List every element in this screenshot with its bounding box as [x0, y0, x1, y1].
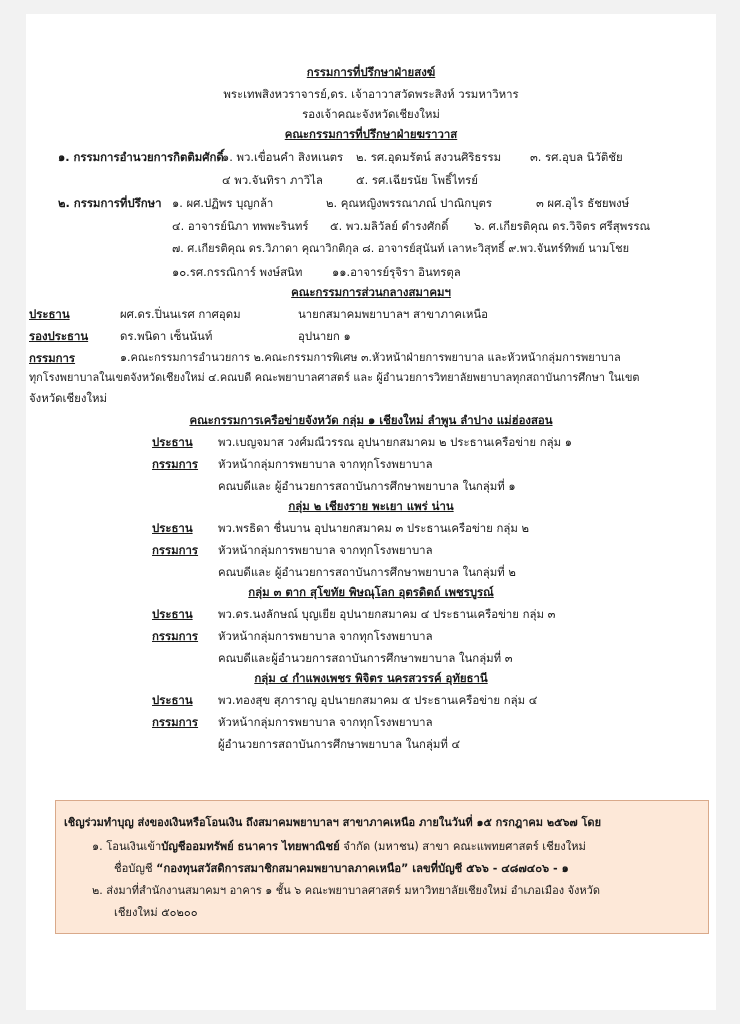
donation-account-label: ชื่อบัญชี: [114, 862, 157, 875]
advisor-member: ๑. ผศ.ปฏิพร บุญกล้า: [172, 196, 274, 210]
central-committee-label: กรรมการ: [29, 351, 76, 365]
group-4-committee-label: กรรมการ: [152, 715, 199, 729]
group-2-committee: หัวหน้ากลุ่มการพยาบาล จากทุกโรงพยาบาล: [218, 543, 433, 557]
donation-account-name: “กองทุนสวัสดิการสมาชิกสมาคมพยาบาลภาคเหนือ” เลขที่บัญชี ๕๖๖ - ๔๘๗๔๐๖ - ๑: [156, 862, 569, 875]
central-committee-text: ทุกโรงพยาบาลในเขตจังหวัดเชียงใหม่ ๔.คณบดี คณะพยาบาลศาสตร์ และ ผู้อำนวยการวิทยาลัยพยาบาลทุกสถาบันการศึกษา ในเขต: [29, 371, 640, 384]
group-4-chair-label: ประธาน: [152, 693, 193, 707]
lay-advisors-heading: คณะกรรมการที่ปรึกษาฝ่ายฆราวาส: [284, 127, 458, 141]
sangha-advisor-title: รองเจ้าคณะจังหวัดเชียงใหม่: [302, 107, 440, 121]
group-2-chair: พว.พรธิดา ชื่นบาน อุปนายกสมาคม ๓ ประธานเครือข่าย กลุ่ม ๒: [218, 521, 529, 535]
donation-item-1: [92, 839, 586, 855]
advisor-member-row: ๗. ศ.เกียรติคุณ ดร.วิภาดา คุณาวิกติกุล ๘. อาจารย์สุนันท์ เลาหะวิสุทธิ์ ๙.พว.จันทร์ทิพย์ นามโชย: [172, 242, 630, 255]
advisor-member: ๔. อาจารย์นิภา ทพพะรินทร์: [172, 219, 309, 233]
advisor-member: ๖. ศ.เกียรติคุณ ดร.วิจิตร ศรีสุพรรณ: [474, 219, 651, 233]
group-1-chair: พว.เบญจมาส วงศ์มณีวรรณ อุปนายกสมาคม ๒ ประธานเครือข่าย กลุ่ม ๑: [218, 435, 572, 449]
group-1-committee-label: กรรมการ: [152, 457, 199, 471]
advisor-member: ๕. พว.มลิวัลย์ ดำรงศักดิ์: [330, 219, 449, 233]
central-vice-chair-role: อุปนายก ๑: [298, 329, 351, 343]
honorary-member: ๒. รศ.อุดมรัตน์ สงวนศิริธรรม: [356, 150, 502, 164]
donation-item-1-branch: จำกัด (มหาชน) สาขา คณะแพทยศาสตร์ เชียงใหม่: [339, 840, 586, 853]
donation-item-2-postcode: เชียงใหม่ ๕๐๒๐๐: [114, 906, 198, 919]
network-group-1-heading: คณะกรรมการเครือข่ายจังหวัด กลุ่ม ๑ เชียงใหม่ ลำพูน ลำปาง แม่ฮ่องสอน: [189, 413, 553, 427]
donation-info-box: [55, 800, 709, 934]
group-2-chair-label: ประธาน: [152, 521, 193, 535]
sangha-advisor-name: พระเทพสิงหวราจารย์,ดร. เจ้าอาวาสวัดพระสิงห์ วรมหาวิหาร: [223, 87, 519, 101]
network-group-4-heading: กลุ่ม ๔ กำแพงเพชร พิจิตร นครสวรรค์ อุทัยธานี: [254, 671, 488, 685]
donation-intro: เชิญร่วมทำบุญ ส่งของเงินหรือโอนเงิน ถึงสมาคมพยาบาลฯ สาขาภาคเหนือ ภายในวันที่ ๑๕ กรกฎาคม ๒๕๖๗ โดย: [64, 816, 602, 829]
central-vice-chair-label: รองประธาน: [29, 329, 89, 343]
honorary-member: ๑. พว.เขื่อนคำ สิงหเนตร: [222, 150, 344, 164]
document-page: [26, 14, 716, 1010]
honorary-committee-label: ๑. กรรมการอำนวยการกิตติมศักดิ์: [58, 150, 224, 164]
honorary-member: ๔ พว.จันทิรา ภาวิไล: [222, 173, 323, 187]
group-3-chair-label: ประธาน: [152, 607, 193, 621]
advisor-member: ๓ ผศ.อุไร ธัชยพงษ์: [536, 196, 630, 210]
advisor-member: ๑๑.อาจารย์รุจิรา อินทรตุล: [332, 265, 461, 279]
central-committee-text: จังหวัดเชียงใหม่: [29, 391, 107, 405]
group-4-chair: พว.ทองสุข สุภาราญ อุปนายกสมาคม ๕ ประธานเครือข่าย กลุ่ม ๔: [218, 693, 538, 707]
sangha-advisors-heading: กรรมการที่ปรึกษาฝ่ายสงฆ์: [306, 65, 436, 79]
advisor-member: ๑๐.รศ.กรรณิการ์ พงษ์สนิท: [172, 265, 303, 279]
donation-item-2: ๒. ส่งมาที่สำนักงานสมาคมฯ อาคาร ๑ ชั้น ๖ คณะพยาบาลศาสตร์ มหาวิทยาลัยเชียงใหม่ อำเภอเมือง จังหวัด: [92, 884, 600, 897]
central-committee-heading: คณะกรรมการส่วนกลางสมาคมฯ: [291, 285, 451, 299]
group-4-committee: หัวหน้ากลุ่มการพยาบาล จากทุกโรงพยาบาล: [218, 715, 433, 729]
advisor-member: ๒. คุณหญิงพรรณาภณ์ ปาณิกบุตร: [326, 196, 492, 210]
central-chair-name: ผศ.ดร.ปิ่นนเรศ กาศอุดม: [120, 307, 241, 321]
group-3-chair: พว.ดร.นงลักษณ์ บุญเยีย อุปนายกสมาคม ๔ ประธานเครือข่าย กลุ่ม ๓: [218, 607, 556, 621]
group-2-committee: คณบดีและ ผู้อำนวยการสถาบันการศึกษาพยาบาล ในกลุ่มที่ ๒: [218, 565, 516, 579]
central-vice-chair-name: ดร.พนิดา เซ็นนันท์: [120, 329, 213, 343]
honorary-member: ๓. รศ.อุบล นิวัติชัย: [530, 150, 623, 164]
group-1-chair-label: ประธาน: [152, 435, 193, 449]
donation-item-1-prefix: ๑. โอนเงินเข้า: [92, 840, 162, 853]
group-3-committee-label: กรรมการ: [152, 629, 199, 643]
group-4-committee: ผู้อำนวยการสถาบันการศึกษาพยาบาล ในกลุ่มที่ ๔: [218, 737, 461, 751]
group-1-committee: คณบดีและ ผู้อำนวยการสถาบันการศึกษาพยาบาล ในกลุ่มที่ ๑: [218, 479, 516, 493]
group-2-committee-label: กรรมการ: [152, 543, 199, 557]
central-chair-role: นายกสมาคมพยาบาลฯ สาขาภาคเหนือ: [298, 307, 489, 321]
network-group-2-heading: กลุ่ม ๒ เชียงราย พะเยา แพร่ น่าน: [288, 499, 454, 513]
network-group-3-heading: กลุ่ม ๓ ตาก สุโขทัย พิษณุโลก อุตรดิตถ์ เพชรบูรณ์: [248, 585, 494, 599]
central-committee-text: ๑.คณะกรรมการอำนวยการ ๒.คณะกรรมการพิเศษ ๓.หัวหน้าฝ่ายการพยาบาล และหัวหน้ากลุ่มการพยาบาล: [120, 351, 621, 364]
group-3-committee: หัวหน้ากลุ่มการพยาบาล จากทุกโรงพยาบาล: [218, 629, 433, 643]
group-3-committee: คณบดีและผู้อำนวยการสถาบันการศึกษาพยาบาล ในกลุ่มที่ ๓: [218, 651, 513, 665]
advisory-committee-label: ๒. กรรมการที่ปรึกษา: [58, 196, 162, 210]
donation-account: [114, 861, 569, 877]
group-1-committee: หัวหน้ากลุ่มการพยาบาล จากทุกโรงพยาบาล: [218, 457, 433, 471]
honorary-member: ๕. รศ.เฉียรนัย โพธิ์ไทรย์: [356, 173, 478, 187]
central-chair-label: ประธาน: [29, 307, 70, 321]
donation-bank-name: บัญชีออมทรัพย์ ธนาคาร ไทยพาณิชย์: [161, 840, 340, 853]
